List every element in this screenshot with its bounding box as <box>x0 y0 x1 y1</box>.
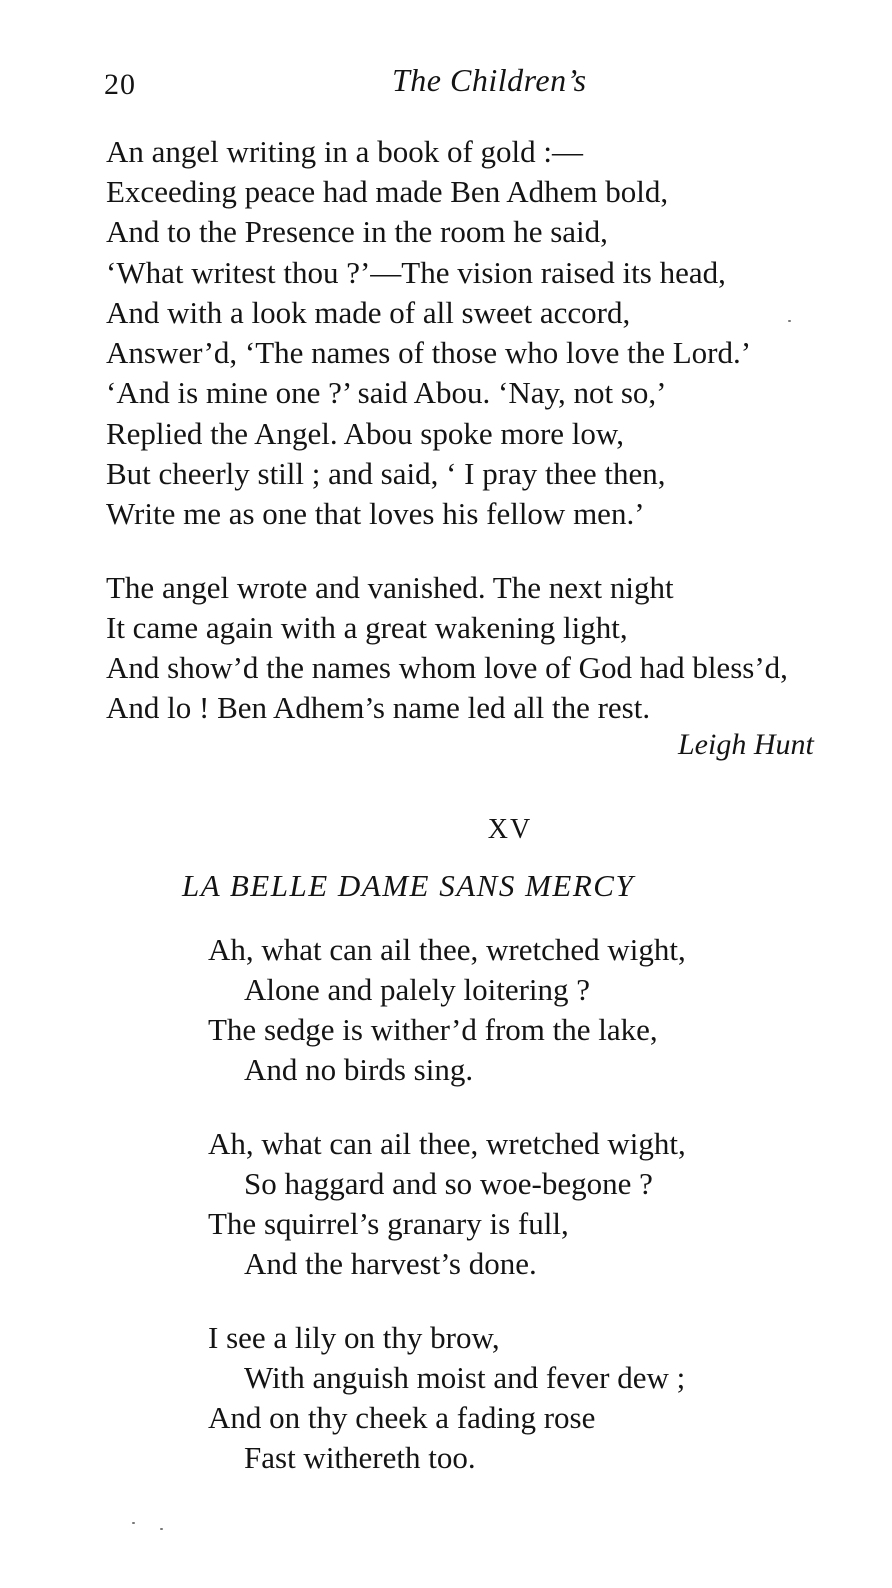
scan-speck <box>132 1522 135 1524</box>
author-attribution: Leigh Hunt <box>678 728 814 761</box>
poem-line: It came again with a great wakening light, <box>106 610 628 645</box>
poem-line: I see a lily on thy brow, <box>208 1320 500 1355</box>
scan-speck <box>788 320 791 322</box>
poem-line: And no birds sing. <box>244 1052 474 1087</box>
poem-line: Replied the Angel. Abou spoke more low, <box>106 416 625 451</box>
poem-line: ‘And is mine one ?’ said Abou. ‘Nay, not so,’ <box>106 375 667 410</box>
poem-line: And show’d the names whom love of God had bless’d, <box>106 650 788 685</box>
poem-line: Ah, what can ail thee, wretched wight, <box>208 932 686 967</box>
poem-line: And with a look made of all sweet accord, <box>106 295 631 330</box>
poem-line: With anguish moist and fever dew ; <box>244 1360 686 1395</box>
scan-speck <box>160 1528 163 1530</box>
poem-line: But cheerly still ; and said, ‘ I pray thee then, <box>106 456 666 491</box>
poem-line: And lo ! Ben Adhem’s name led all the rest. <box>106 690 651 725</box>
poem-line: An angel writing in a book of gold :— <box>106 134 583 169</box>
poem-line: Answer’d, ‘The names of those who love the Lord.’ <box>106 335 752 370</box>
poem-line: The squirrel’s granary is full, <box>208 1206 569 1241</box>
page-header <box>0 62 892 106</box>
poem-line: And the harvest’s done. <box>244 1246 537 1281</box>
running-title: The Children’s <box>392 62 587 98</box>
page-number: 20 <box>104 68 136 101</box>
poem-line: So haggard and so woe-begone ? <box>244 1166 653 1201</box>
poem-line: And on thy cheek a fading rose <box>208 1400 596 1435</box>
poem-line: Alone and palely loitering ? <box>244 972 591 1007</box>
poem-line: Write me as one that loves his fellow men.’ <box>106 496 645 531</box>
poem-line: ‘What writest thou ?’—The vision raised its head, <box>106 255 726 290</box>
poem-title: LA BELLE DAME SANS MERCY <box>182 868 635 903</box>
poem-line: The sedge is wither’d from the lake, <box>208 1012 658 1047</box>
poem-line: And to the Presence in the room he said, <box>106 214 608 249</box>
poem-line: Fast withereth too. <box>244 1440 476 1475</box>
section-number: XV <box>487 814 533 845</box>
poem-line: The angel wrote and vanished. The next night <box>106 570 674 605</box>
poem-line: Exceeding peace had made Ben Adhem bold, <box>106 174 669 209</box>
poem-line: Ah, what can ail thee, wretched wight, <box>208 1126 686 1161</box>
